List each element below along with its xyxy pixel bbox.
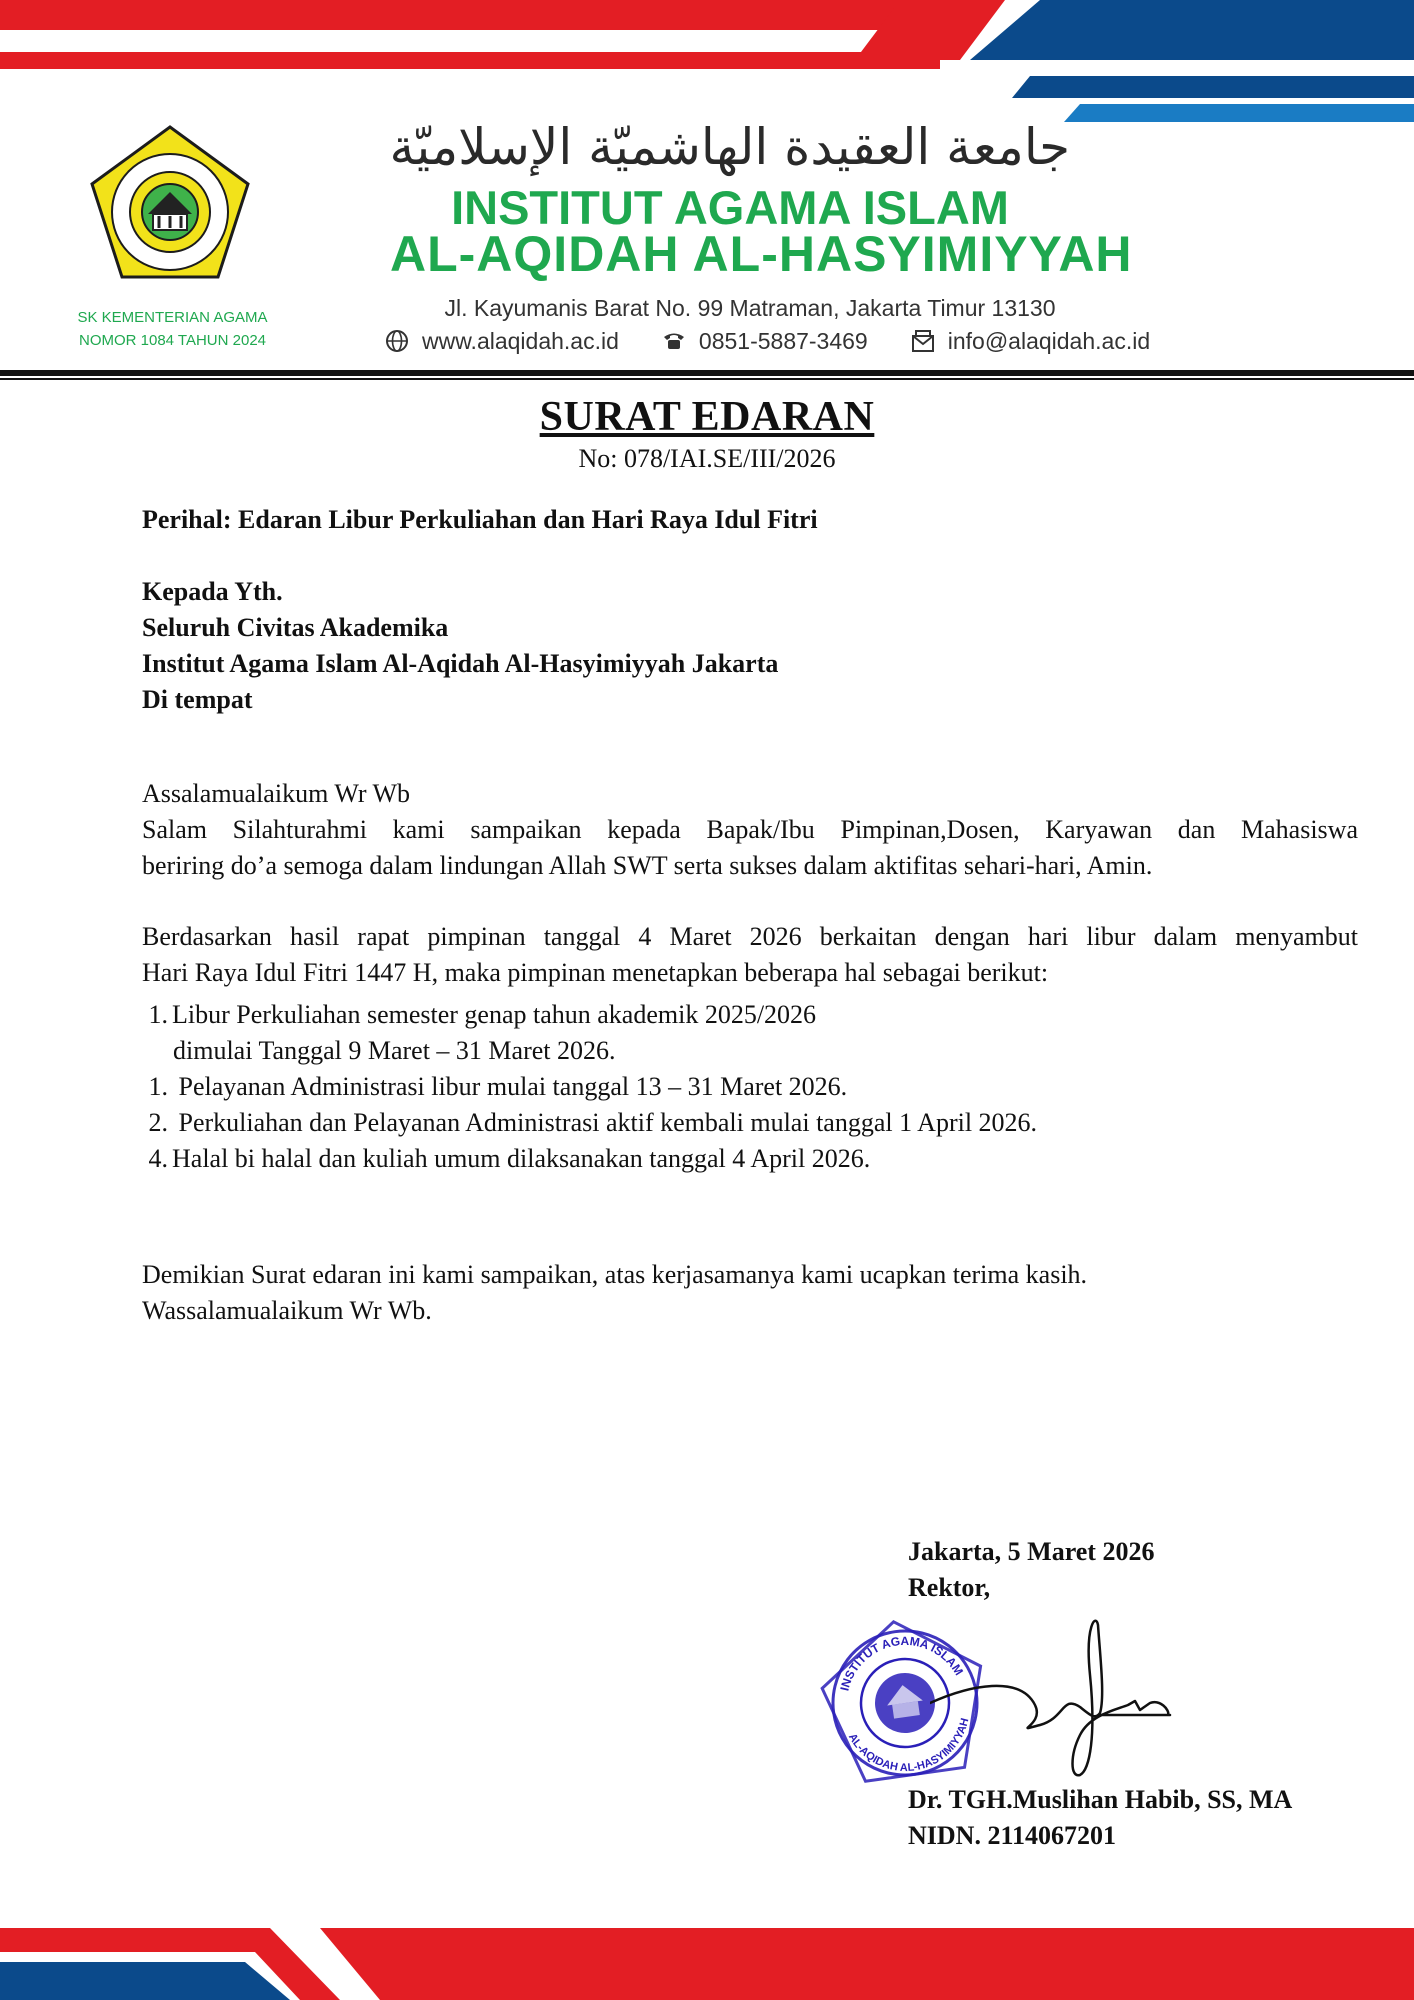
paragraph-1-line-2: beriring do’a semoga dalam lindungan Allah SWT serta sukses dalam aktifitas sehari-hari, Amin. <box>142 851 1153 880</box>
recipient-line-1: Kepada Yth. <box>142 577 283 606</box>
paragraph-2-line-1: Berdasarkan hasil rapat pimpinan tanggal 4 Maret 2026 berkaitan dengan hari libur dalam menyambut <box>142 922 1358 951</box>
letter-title: SURAT EDARAN <box>539 394 875 440</box>
phone-icon <box>661 328 687 354</box>
email-contact <box>910 328 1150 355</box>
greeting: Assalamualaikum Wr Wb <box>142 779 411 808</box>
paragraph-2-line-2: Hari Raya Idul Fitri 1447 H, maka pimpinan menetapkan beberapa hal sebagai berikut: <box>142 958 1049 987</box>
letter-subject: Perihal: Edaran Libur Perkuliahan dan Hari Raya Idul Fitri <box>142 505 818 534</box>
list-item <box>142 997 816 1033</box>
phone-contact <box>661 328 868 355</box>
closing-line-2: Wassalamualaikum Wr Wb. <box>142 1296 432 1325</box>
list-item-continuation: dimulai Tanggal 9 Maret – 31 Maret 2026. <box>173 1036 616 1065</box>
list-item-text: Perkuliahan dan Pelayanan Administrasi aktif kembali mulai tanggal 1 April 2026. <box>178 1108 1038 1137</box>
recipient-line-3: Institut Agama Islam Al-Aqidah Al-Hasyimiyyah Jakarta <box>142 649 779 678</box>
institution-address: Jl. Kayumanis Barat No. 99 Matraman, Jakarta Timur 13130 <box>444 295 1056 321</box>
recipient-line-2: Seluruh Civitas Akademika <box>142 613 449 642</box>
institution-name-line-2: AL-AQIDAH AL-HASYIMIYYAH <box>390 226 1133 282</box>
sk-note-line-2: NOMOR 1084 TAHUN 2024 <box>78 332 267 349</box>
bottom-decorative-band <box>0 1900 1414 2000</box>
paragraph-1-line-1: Salam Silahturahmi kami sampaikan kepada Bapak/Ibu Pimpinan,Dosen, Karyawan dan Mahasiswa <box>142 815 1358 844</box>
list-item-number: 2. <box>148 1108 168 1137</box>
website-link[interactable]: www.alaqidah.ac.id <box>422 327 619 354</box>
list-item-number: 4. <box>148 1144 168 1173</box>
list-item-text: Libur Perkuliahan semester genap tahun akademik 2025/2026 <box>172 1000 817 1029</box>
letterhead-divider <box>0 370 1414 380</box>
sk-note-line-1: SK KEMENTERIAN AGAMA <box>77 309 268 326</box>
signature-place-date: Jakarta, 5 Maret 2026 <box>908 1537 1155 1566</box>
stamp-text-top: INSTITUT AGAMA ISLAM <box>837 1633 966 1693</box>
globe-icon <box>384 328 410 354</box>
signatory-name: Dr. TGH.Muslihan Habib, SS, MA <box>908 1785 1293 1814</box>
handwritten-signature <box>930 1615 1180 1780</box>
email-address[interactable]: info@alaqidah.ac.id <box>947 327 1151 354</box>
institution-seal-icon <box>85 122 255 292</box>
contact-row <box>384 326 1244 356</box>
list-item <box>142 1141 870 1177</box>
phone-number[interactable]: 0851-5887-3469 <box>698 327 868 354</box>
website-contact <box>384 328 619 355</box>
recipient-line-4: Di tempat <box>142 685 253 714</box>
email-icon <box>910 328 936 354</box>
institution-name-line-1: INSTITUT AGAMA ISLAM <box>451 181 1009 234</box>
stamp-text-bottom: AL-AQIDAH AL-HASYIMIYYAH <box>845 1716 972 1775</box>
list-item-number: 1. <box>148 1000 168 1029</box>
list-item-text: Halal bi halal dan kuliah umum dilaksanakan tanggal 4 April 2026. <box>172 1144 871 1173</box>
signatory-nidn: NIDN. 2114067201 <box>908 1821 1117 1850</box>
list-item <box>142 1069 847 1105</box>
signature-position: Rektor, <box>908 1573 991 1602</box>
list-item <box>142 1105 1037 1141</box>
list-item-number: 1. <box>148 1072 168 1101</box>
top-decorative-band <box>0 0 1414 125</box>
list-item-text: Pelayanan Administrasi libur mulai tanggal 13 – 31 Maret 2026. <box>178 1072 848 1101</box>
institution-arabic-name: جامعة العقيدة الهاشميّة الإسلاميّة <box>389 118 1070 176</box>
letter-number: No: 078/IAI.SE/III/2026 <box>578 444 836 473</box>
closing-line-1: Demikian Surat edaran ini kami sampaikan, atas kerjasamanya kami ucapkan terima kasih. <box>142 1260 1088 1289</box>
